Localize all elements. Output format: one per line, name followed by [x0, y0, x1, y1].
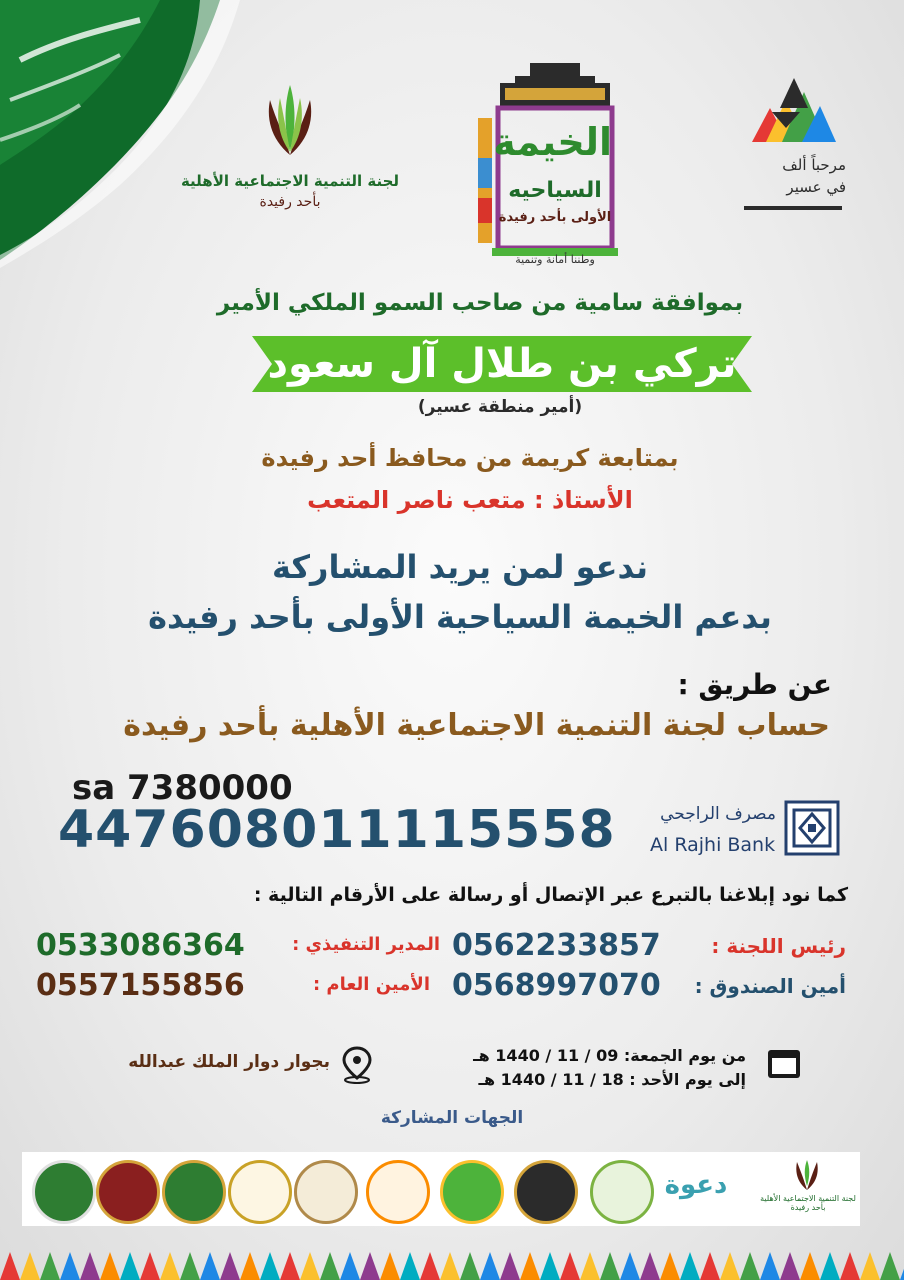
partner-logo-5	[440, 1160, 504, 1224]
account-name: حساب لجنة التنمية الاجتماعية الأهلية بأحد رفيدة	[123, 708, 830, 743]
iban-number: 447608011115558	[58, 800, 616, 860]
contact-label-secretary: الأمين العام :	[312, 974, 430, 995]
partner-committee-logo	[792, 1158, 822, 1192]
tent-subtitle-2: الأولى بأحد رفيدة	[498, 210, 612, 225]
contact-label-executive: المدير التنفيذي :	[292, 934, 440, 955]
follow-line: بمتابعة كريمة من محافظ أحد رفيدة	[261, 444, 679, 472]
tent-logo	[470, 48, 640, 273]
marhaban-line-1: مرحباً ألف	[782, 156, 846, 174]
event-location: بجوار دوار الملك عبدالله	[128, 1052, 330, 1072]
al-rajhi-logo-icon	[784, 800, 840, 856]
invite-line-1: ندعو لمن يريد المشاركة	[272, 548, 648, 586]
contact-notice: كما نود إبلاغنا بالتبرع عبر الإتصال أو رسالة على الأرقام التالية :	[253, 884, 848, 906]
event-to: إلى يوم الأحد : 18 / 11 / 1440 هـ	[478, 1070, 746, 1089]
marhaban-underline	[744, 206, 842, 210]
prince-name: تركي بن طلال آل سعود	[267, 341, 737, 387]
partner-logo-9	[162, 1160, 226, 1224]
partner-logo-11	[32, 1160, 96, 1224]
partner-committee-name: لجنة التنمية الاجتماعية الأهلية بأحد رفيدة	[760, 1194, 856, 1212]
partners-title: الجهات المشاركة	[380, 1108, 524, 1128]
partner-dawah-logo: دعوة	[664, 1170, 728, 1200]
contact-label-treasurer: أمين الصندوق :	[694, 974, 846, 998]
contact-label-chairman: رئيس اللجنة :	[711, 934, 846, 958]
contact-number-treasurer: 0568997070	[452, 968, 661, 1003]
invite-line-2: بدعم الخيمة السياحية الأولى بأحد رفيدة	[148, 598, 772, 636]
partner-logo-10	[96, 1160, 160, 1224]
marhaban-line-2: في عسير	[786, 178, 846, 196]
partner-logo-3	[590, 1160, 654, 1224]
tent-subtitle: السياحيه	[508, 178, 602, 203]
contact-number-chairman: 0562233857	[452, 928, 661, 963]
approval-line: بموافقة سامية من صاحب السمو الملكي الأمير	[216, 290, 744, 316]
committee-location: بأحد رفيدة	[259, 194, 321, 210]
contact-number-secretary: 0557155856	[36, 968, 245, 1003]
iban-prefix: sa 7380000	[72, 768, 293, 808]
bank-name-en: Al Rajhi Bank	[650, 834, 776, 856]
partner-logo-6	[366, 1160, 430, 1224]
tent-slogan: وطننا أمانة وتنمية	[515, 253, 595, 266]
partners-strip	[22, 1152, 860, 1226]
partner-logo-8	[228, 1160, 292, 1224]
marhaban-mountains-logo	[752, 78, 836, 142]
event-from: من يوم الجمعة: 09 / 11 / 1440 هـ	[473, 1046, 746, 1065]
governor-line: الأستاذ : متعب ناصر المتعب	[307, 486, 633, 514]
prince-title: (أمير منطقة عسير)	[417, 397, 583, 417]
partner-logo-4	[514, 1160, 578, 1224]
contact-number-executive: 0533086364	[36, 928, 245, 963]
location-pin-icon	[340, 1046, 374, 1084]
decorative-triangle-band	[0, 1238, 904, 1280]
partner-logo-7	[294, 1160, 358, 1224]
committee-name: لجنة التنمية الاجتماعية الأهلية	[180, 172, 400, 190]
committee-leaf-logo	[262, 80, 318, 160]
bank-name-ar: مصرف الراجحي	[660, 804, 776, 824]
calendar-icon	[766, 1048, 802, 1080]
via-label: عن طريق :	[677, 668, 832, 701]
tent-title: الخيمة	[493, 120, 612, 164]
saudi-flag-corner	[0, 0, 300, 300]
